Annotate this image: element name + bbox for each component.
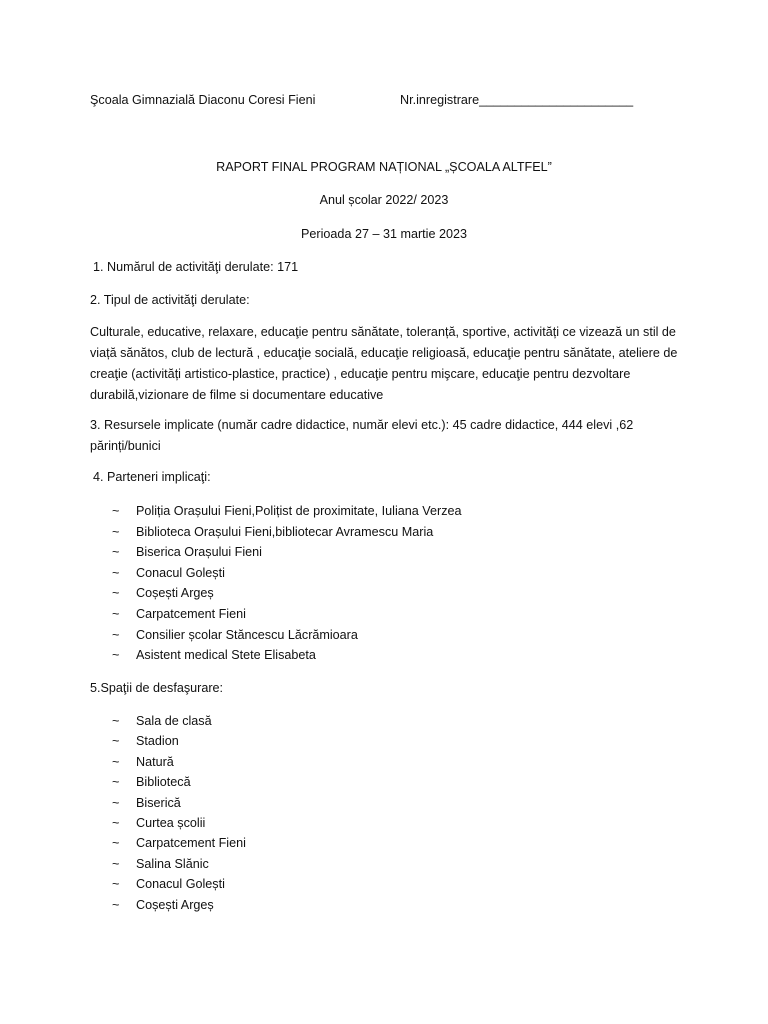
- activities-count: 1. Numărul de activităţi derulate: 171: [93, 260, 299, 274]
- list-item: [112, 752, 246, 772]
- tilde-bullet-icon: ~: [112, 815, 120, 830]
- tilde-bullet-icon: ~: [112, 714, 120, 728]
- list-item: [112, 731, 246, 751]
- tilde-bullet-icon: ~: [112, 627, 120, 642]
- list-item: [112, 625, 462, 646]
- partners-heading: 4. Parteneri implicaţi:: [93, 470, 211, 484]
- tilde-bullet-icon: ~: [112, 754, 120, 769]
- document-header: [90, 93, 690, 111]
- list-item: [112, 895, 246, 915]
- list-item: [112, 793, 246, 813]
- list-item: [112, 874, 246, 894]
- list-item-text: Sala de clasă: [136, 714, 212, 728]
- resources-involved: 3. Resursele implicate (număr cadre didactice, număr elevi etc.): 45 cadre didactice, 444 elevi ,62 părinți/bunici: [90, 418, 634, 453]
- list-item-text: Carpatcement Fieni: [136, 836, 246, 851]
- tilde-bullet-icon: ~: [112, 648, 120, 663]
- list-item-text: Asistent medical Stete Elisabeta: [136, 648, 316, 663]
- report-title: RAPORT FINAL PROGRAM NAȚIONAL „ȘCOALA ALTFEL”: [216, 160, 552, 174]
- tilde-bullet-icon: ~: [112, 856, 120, 871]
- tilde-bullet-icon: ~: [112, 775, 120, 790]
- locations-list: [112, 711, 246, 915]
- tilde-bullet-icon: ~: [112, 606, 120, 621]
- tilde-bullet-icon: ~: [112, 524, 120, 539]
- list-item-text: Biserică: [136, 795, 181, 810]
- list-item-text: Bibliotecă: [136, 775, 191, 790]
- list-item: [112, 583, 462, 604]
- registration-number: Nr.inregistrare______________________: [400, 93, 634, 107]
- list-item-text: Conacul Golești: [136, 565, 225, 580]
- activity-types-body: Culturale, educative, relaxare, educaţie pentru sănătate, toleranță, sportive, activități ce vizează un stil de viață sănătos, club de lectură , educaţie socială, educaţie religioasă, educaţie pentru sănătate, ateliere de creaţie (activități artistico-plastice, practice) , educaţie pentru mişcare, educaţie pentru dezvoltare durabilă,vizionare de filme si documentare educative: [90, 325, 678, 402]
- list-item: [112, 645, 462, 666]
- list-item: [112, 833, 246, 853]
- list-item: [112, 711, 246, 731]
- list-item-text: Stadion: [136, 734, 179, 749]
- list-item-text: Poliția Orașului Fieni,Polițist de proximitate, Iuliana Verzea: [136, 504, 462, 518]
- tilde-bullet-icon: ~: [112, 586, 120, 601]
- tilde-bullet-icon: ~: [112, 877, 120, 892]
- list-item: [112, 542, 462, 563]
- list-item-text: Biserica Orașului Fieni: [136, 545, 262, 560]
- school-year: Anul școlar 2022/ 2023: [319, 193, 449, 207]
- school-name: Şcoala Gimnazială Diaconu Coresi Fieni: [90, 93, 316, 107]
- list-item-text: Salina Slănic: [136, 856, 209, 871]
- list-item: [112, 563, 462, 584]
- locations-heading: 5.Spaţii de desfaşurare:: [90, 681, 224, 695]
- tilde-bullet-icon: ~: [112, 795, 120, 810]
- list-item: [112, 501, 462, 522]
- list-item-text: Curtea școlii: [136, 815, 206, 830]
- partners-list: [112, 501, 462, 666]
- report-period: Perioada 27 – 31 martie 2023: [301, 227, 467, 241]
- list-item-text: Consilier școlar Stăncescu Lăcrămioara: [136, 627, 358, 642]
- list-item: [112, 772, 246, 792]
- tilde-bullet-icon: ~: [112, 504, 120, 518]
- activity-types-heading: 2. Tipul de activităţi derulate:: [90, 293, 250, 307]
- list-item-text: Coșești Argeș: [136, 586, 214, 601]
- tilde-bullet-icon: ~: [112, 836, 120, 851]
- list-item-text: Biblioteca Orașului Fieni,bibliotecar Avramescu Maria: [136, 524, 434, 539]
- list-item: [112, 813, 246, 833]
- list-item: [112, 522, 462, 543]
- tilde-bullet-icon: ~: [112, 545, 120, 560]
- list-item: [112, 854, 246, 874]
- list-item-text: Carpatcement Fieni: [136, 606, 246, 621]
- list-item-text: Conacul Golești: [136, 877, 225, 892]
- list-item: [112, 604, 462, 625]
- list-item-text: Natură: [136, 754, 174, 769]
- list-item-text: Coșești Argeș: [136, 897, 214, 912]
- tilde-bullet-icon: ~: [112, 565, 120, 580]
- tilde-bullet-icon: ~: [112, 897, 120, 912]
- tilde-bullet-icon: ~: [112, 734, 120, 749]
